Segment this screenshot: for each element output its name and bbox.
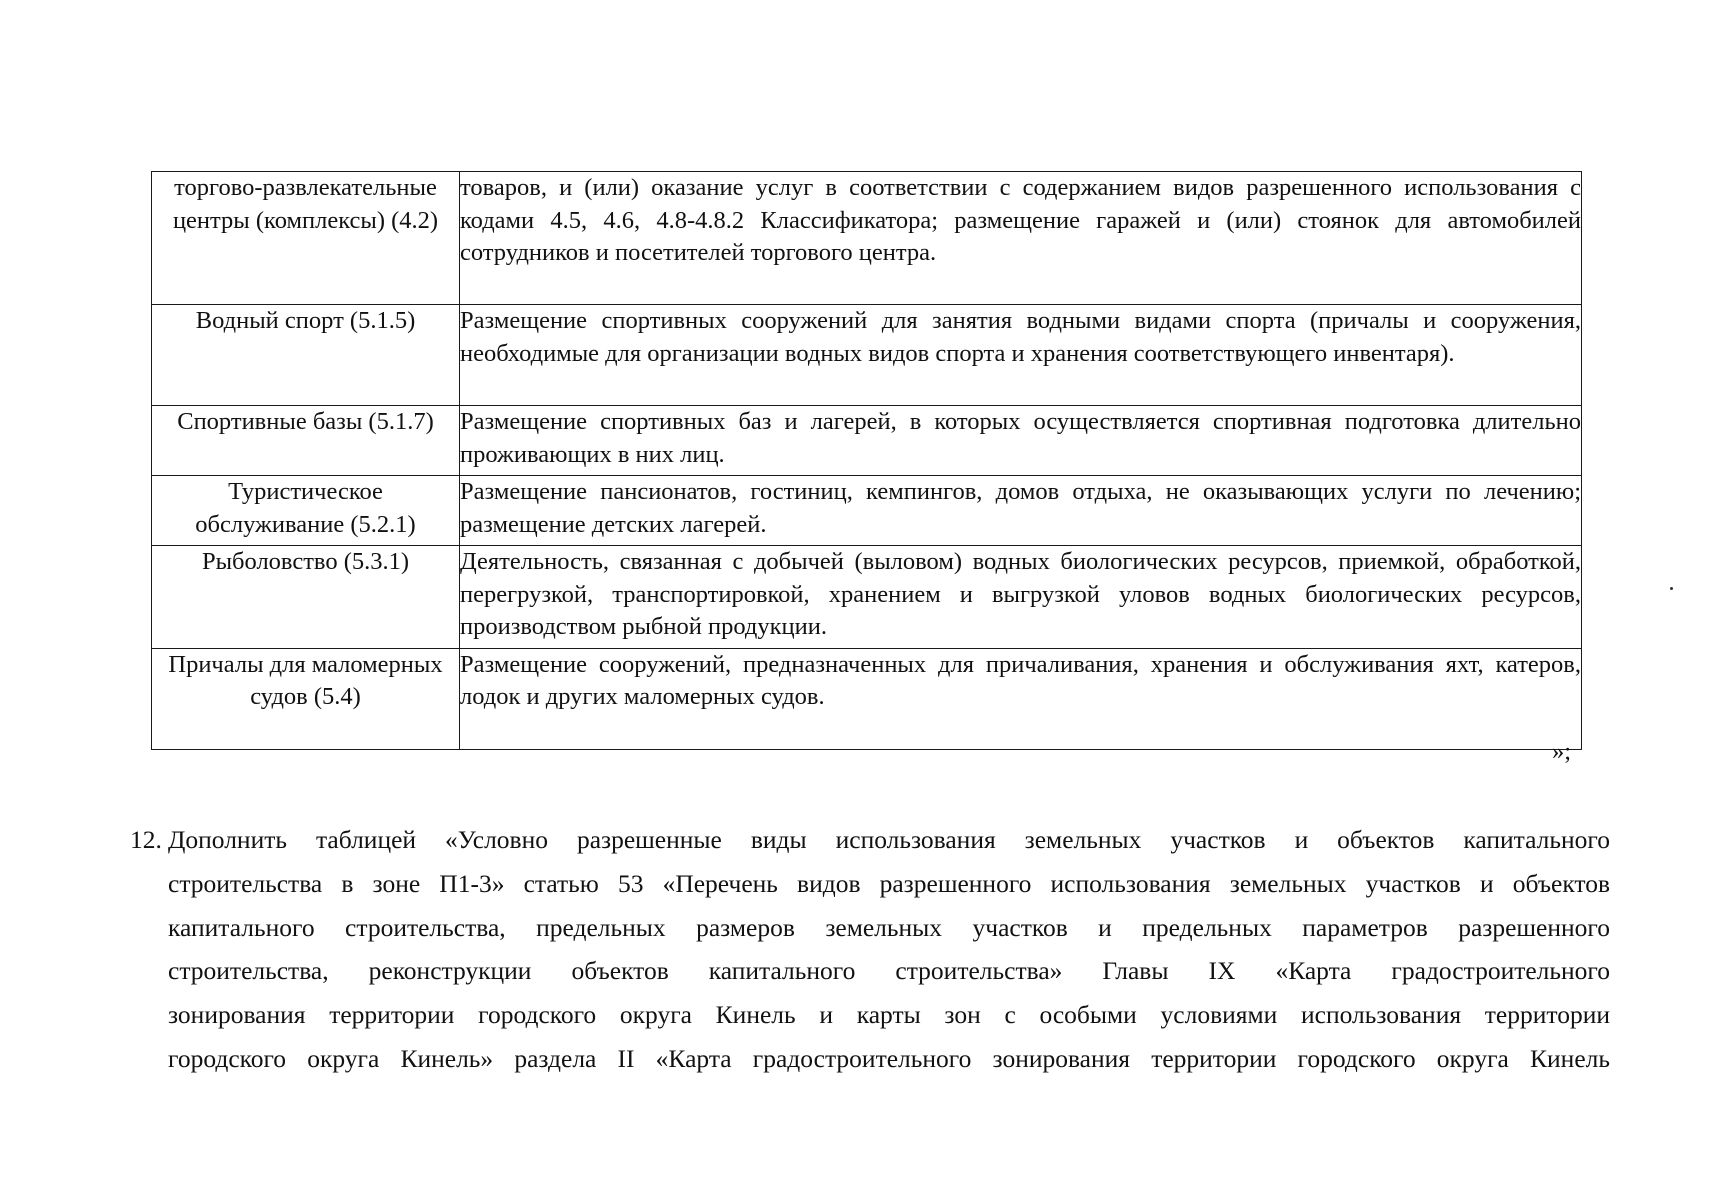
- paragraph-line: строительства в зоне П1-3» статью 53 «Перечень видов разрешенного использования земельных участков и объектов: [168, 868, 1610, 898]
- use-name-cell: торгово-развлекательные центры (комплексы) (4.2): [152, 172, 460, 305]
- use-description-cell: Размещение спортивных сооружений для занятия водными видами спорта (причалы и сооружения, необходимые для организации водных видов спорта и хранения соответствующего инвентаря).: [460, 305, 1582, 406]
- table-row: [152, 305, 1582, 406]
- table-closing-quote: »;: [1551, 738, 1571, 765]
- item-12-paragraph: [130, 818, 1610, 1081]
- use-description-cell: Деятельность, связанная с добычей (выловом) водных биологических ресурсов, приемкой, обработкой, перегрузкой, транспортировкой, хранением и выгрузкой уловов водных биологических ресурсов, производством рыбной продукции.: [460, 546, 1582, 649]
- permitted-uses-table: [151, 171, 1582, 750]
- use-description-cell: Размещение сооружений, предназначенных для причаливания, хранения и обслуживания яхт, катеров, лодок и других маломерных судов.: [460, 648, 1582, 749]
- use-name-cell: Спортивные базы (5.1.7): [152, 406, 460, 476]
- scan-speck: [1670, 587, 1673, 590]
- paragraph-line: строительства, реконструкции объектов капитального строительства» Главы IX «Карта градостроительного: [168, 956, 1610, 986]
- paragraph-line: зонирования территории городского округа Кинель и карты зон с особыми условиями использования территории: [168, 1000, 1610, 1030]
- table-row: [152, 476, 1582, 546]
- use-name-cell: Причалы для маломерных судов (5.4): [152, 648, 460, 749]
- use-description-cell: Размещение спортивных баз и лагерей, в которых осуществляется спортивная подготовка длительно проживающих в них лиц.: [460, 406, 1582, 476]
- table-row: [152, 546, 1582, 649]
- table-row: [152, 648, 1582, 749]
- item-number: 12.: [130, 825, 162, 854]
- item-12-text: [168, 818, 1610, 1081]
- table-row: [152, 172, 1582, 305]
- paragraph-line: капитального строительства, предельных размеров земельных участков и предельных параметров разрешенного: [168, 912, 1610, 942]
- use-description-cell: Размещение пансионатов, гостиниц, кемпингов, домов отдыха, не оказывающих услуги по лечению; размещение детских лагерей.: [460, 476, 1582, 546]
- use-name-cell: Рыболовство (5.3.1): [152, 546, 460, 649]
- use-name-cell: Туристическое обслуживание (5.2.1): [152, 476, 460, 546]
- paragraph-line: городского округа Кинель» раздела II «Карта градостроительного зонирования территории городского округа Кинель: [168, 1043, 1610, 1073]
- table-row: [152, 406, 1582, 476]
- paragraph-line: Дополнить таблицей «Условно разрешенные виды использования земельных участков и объектов капитального: [168, 825, 1610, 854]
- use-description-cell: товаров, и (или) оказание услуг в соответствии с содержанием видов разрешенного использования с кодами 4.5, 4.6, 4.8-4.8.2 Классификатора; размещение гаражей и (или) стоянок для автомобилей сотрудников и посетителей торгового центра.: [460, 172, 1582, 305]
- use-name-cell: Водный спорт (5.1.5): [152, 305, 460, 406]
